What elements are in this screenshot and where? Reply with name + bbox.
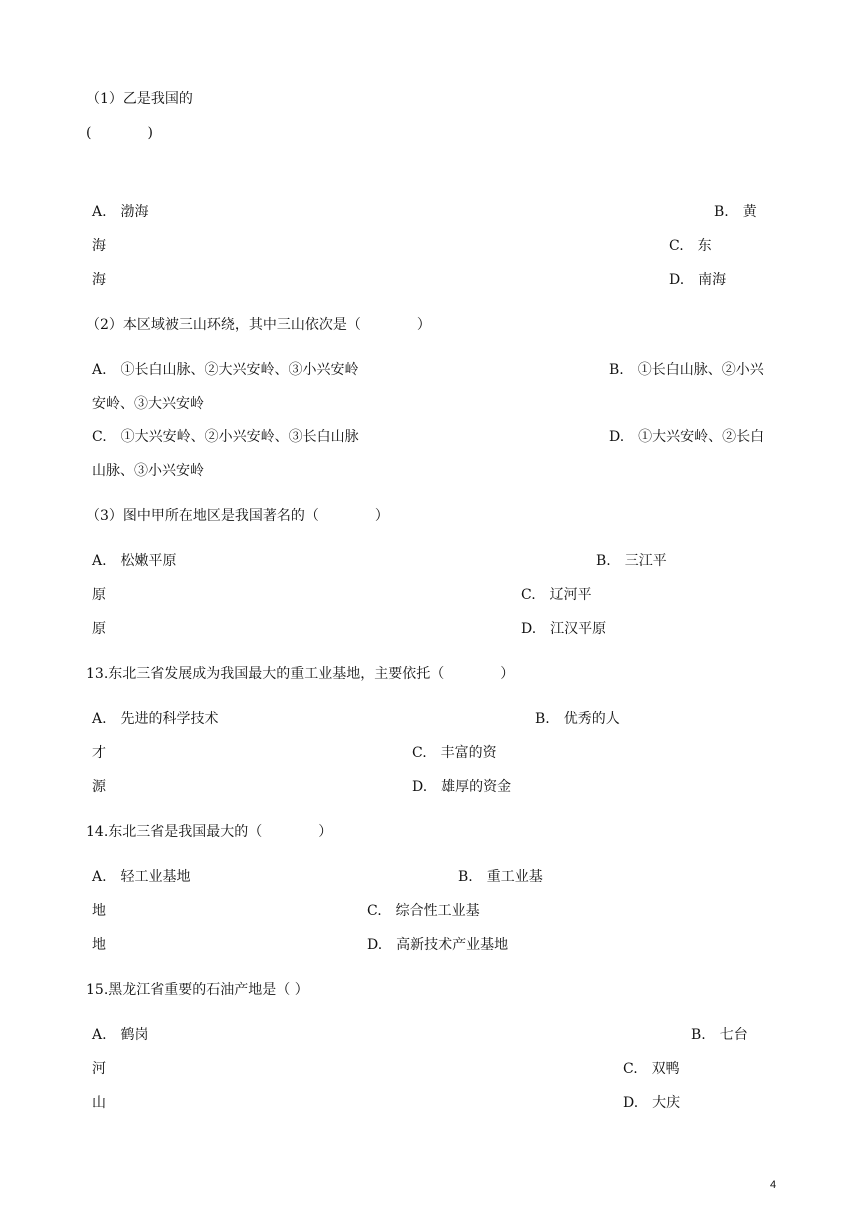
q15-option-d: D. 大庆: [623, 1095, 681, 1111]
q12-1-paren: ( ): [86, 125, 153, 141]
q12-2-stem: （2）本区域被三山环绕，其中三山依次是（ ）: [86, 317, 431, 333]
q12-2-option-a: A. ①长白山脉、②大兴安岭、③小兴安岭: [92, 362, 359, 378]
q12-1-option-b: B. 黄: [714, 204, 757, 220]
q12-1-option-c: C. 东: [669, 238, 712, 254]
q14-option-b: B. 重工业基: [458, 869, 543, 885]
q15-option-b-wrap: 河: [92, 1061, 106, 1077]
q12-3-option-c-wrap: 原: [92, 621, 106, 637]
q13-option-b-wrap: 才: [92, 745, 106, 761]
q15-stem: 15.黑龙江省重要的石油产地是（ ）: [86, 982, 309, 998]
q12-3-option-b: B. 三江平: [596, 553, 667, 569]
q12-3-option-c: C. 辽河平: [521, 587, 592, 603]
q13-option-c: C. 丰富的资: [412, 745, 497, 761]
q14-stem: 14.东北三省是我国最大的（ ）: [86, 824, 333, 840]
q14-option-a: A. 轻工业基地: [92, 869, 191, 885]
q15-option-c-wrap: 山: [92, 1095, 106, 1111]
q12-2-option-b-wrap: 安岭、③大兴安岭: [92, 396, 204, 412]
q12-3-option-b-wrap: 原: [92, 587, 106, 603]
q12-2-option-d-wrap: 山脉、③小兴安岭: [92, 463, 204, 479]
q15-option-b: B. 七台: [691, 1027, 748, 1043]
q12-1-option-b-wrap: 海: [92, 238, 106, 254]
q12-3-option-d: D. 江汉平原: [521, 621, 607, 637]
q15-option-c: C. 双鸭: [623, 1061, 680, 1077]
q13-stem: 13.东北三省发展成为我国最大的重工业基地，主要依托（ ）: [86, 666, 515, 682]
q12-2-option-d: D. ①大兴安岭、②长白: [609, 429, 765, 445]
page-number: 4: [770, 1179, 777, 1191]
q15-option-a: A. 鹤岗: [92, 1027, 149, 1043]
q12-1-stem: （1）乙是我国的: [86, 91, 193, 107]
q14-option-c: C. 综合性工业基: [367, 903, 480, 919]
q13-option-c-wrap: 源: [92, 779, 106, 795]
q12-3-option-a: A. 松嫩平原: [92, 553, 177, 569]
q13-option-d: D. 雄厚的资金: [412, 779, 512, 795]
q12-3-stem: （3）图中甲所在地区是我国著名的（ ）: [86, 508, 389, 524]
q12-2-option-c: C. ①大兴安岭、②小兴安岭、③长白山脉: [92, 429, 359, 445]
q13-option-b: B. 优秀的人: [535, 711, 620, 727]
q12-1-option-d: D. 南海: [669, 272, 727, 288]
q14-option-b-wrap: 地: [92, 903, 106, 919]
q12-2-option-b: B. ①长白山脉、②小兴: [609, 362, 764, 378]
q14-option-d: D. 高新技术产业基地: [367, 937, 509, 953]
q12-1-option-c-wrap: 海: [92, 272, 106, 288]
q13-option-a: A. 先进的科学技术: [92, 711, 219, 727]
q14-option-c-wrap: 地: [92, 937, 106, 953]
q12-1-option-a: A. 渤海: [92, 204, 149, 220]
